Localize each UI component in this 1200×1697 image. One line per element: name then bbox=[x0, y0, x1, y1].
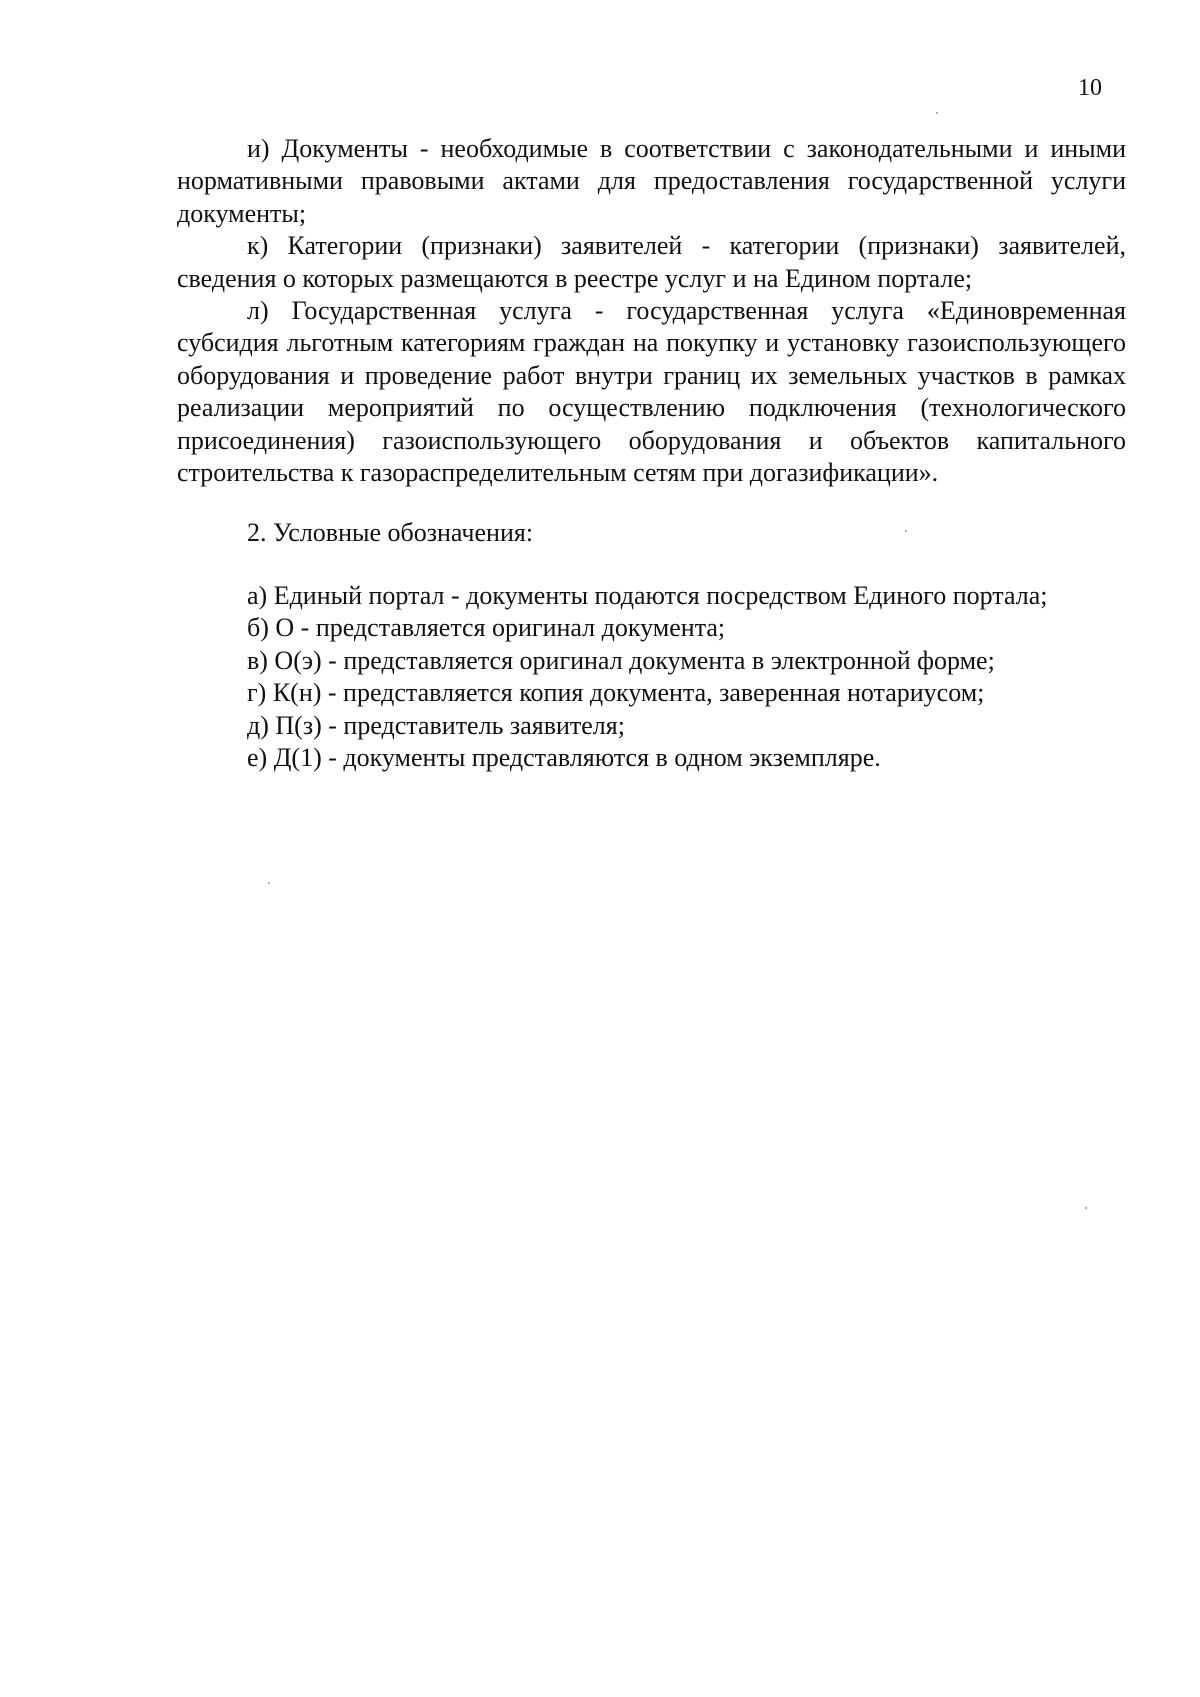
legend-item-a: а) Единый портал - документы подаются посредством Единого портала; bbox=[247, 580, 1048, 610]
legend-item-e: е) Д(1) - документы представляются в одном экземпляре. bbox=[247, 742, 881, 772]
scan-speck bbox=[936, 112, 938, 114]
page-number: 10 bbox=[1078, 75, 1102, 101]
legend-item-b: б) О - представляется оригинал документа; bbox=[247, 613, 726, 643]
definition-k: к) Категории (признаки) заявителей - категории (признаки) заявителей, сведения о которых размещаются в реестре услуг и на Едином портале; bbox=[177, 231, 1126, 293]
legend-heading: 2. Условные обозначения: bbox=[247, 518, 534, 548]
legend-item-d: д) П(з) - представитель заявителя; bbox=[247, 710, 625, 740]
scan-speck bbox=[1085, 1207, 1087, 1209]
definition-l: л) Государственная услуга - государственная услуга «Единовременная субсидия льготным категориям граждан на покупку и установку газоиспользующего оборудования и проведение работ внутри границ их земельных участков в рамках реализации мероприятий по осуществлению подключения (технологического присоединения) газоиспользующего оборудования и объектов капитального строительства к газораспределительным сетям при догазификации». bbox=[177, 296, 1126, 488]
definition-i: и) Документы - необходимые в соответствии с законодательными и иными нормативными правовыми актами для предоставления государственной услуги документы; bbox=[177, 134, 1126, 228]
legend-list bbox=[177, 580, 1126, 774]
legend-item-v: в) О(э) - представляется оригинал документа в электронной форме; bbox=[247, 645, 995, 675]
legend-item-g: г) К(н) - представляется копия документа, заверенная нотариусом; bbox=[247, 678, 985, 708]
scan-speck bbox=[268, 882, 270, 884]
scan-speck bbox=[905, 530, 907, 532]
document-body bbox=[177, 133, 1126, 774]
